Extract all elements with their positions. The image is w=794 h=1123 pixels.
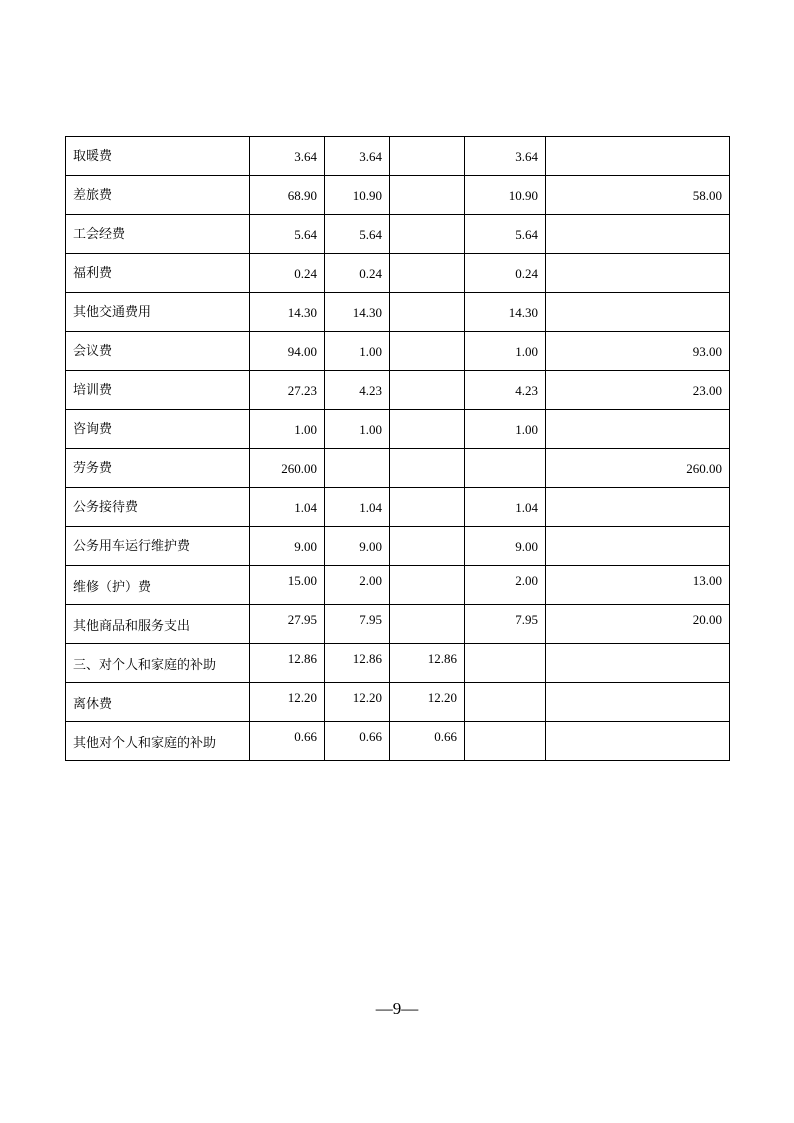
cell-project	[546, 254, 730, 293]
cell-personnel	[390, 332, 465, 371]
row-label: 公务接待费	[66, 488, 250, 527]
cell-public	[465, 683, 546, 722]
expenditure-table-body	[66, 137, 730, 761]
row-label: 工会经费	[66, 215, 250, 254]
cell-total: 260.00	[250, 449, 325, 488]
row-label: 咨询费	[66, 410, 250, 449]
table-row	[66, 137, 730, 176]
table-row	[66, 449, 730, 488]
cell-personnel: 12.86	[390, 644, 465, 683]
cell-public: 3.64	[465, 137, 546, 176]
cell-project	[546, 527, 730, 566]
page-number: —9—	[375, 999, 419, 1018]
cell-personnel	[390, 566, 465, 605]
cell-basic: 9.00	[325, 527, 390, 566]
cell-project: 260.00	[546, 449, 730, 488]
row-label: 培训费	[66, 371, 250, 410]
cell-total: 15.00	[250, 566, 325, 605]
cell-public: 7.95	[465, 605, 546, 644]
cell-total: 12.20	[250, 683, 325, 722]
cell-personnel	[390, 488, 465, 527]
cell-project: 13.00	[546, 566, 730, 605]
row-label: 公务用车运行维护费	[66, 527, 250, 566]
cell-basic: 4.23	[325, 371, 390, 410]
cell-total: 0.66	[250, 722, 325, 761]
cell-total: 14.30	[250, 293, 325, 332]
cell-basic: 14.30	[325, 293, 390, 332]
cell-basic: 2.00	[325, 566, 390, 605]
row-label: 三、对个人和家庭的补助	[66, 644, 250, 683]
cell-project	[546, 488, 730, 527]
cell-public: 4.23	[465, 371, 546, 410]
cell-personnel	[390, 410, 465, 449]
row-label: 其他商品和服务支出	[66, 605, 250, 644]
cell-basic: 0.24	[325, 254, 390, 293]
cell-total: 3.64	[250, 137, 325, 176]
cell-project	[546, 215, 730, 254]
table-row	[66, 254, 730, 293]
row-label: 取暖费	[66, 137, 250, 176]
cell-total: 0.24	[250, 254, 325, 293]
cell-personnel	[390, 215, 465, 254]
cell-project	[546, 137, 730, 176]
cell-basic: 5.64	[325, 215, 390, 254]
cell-project	[546, 644, 730, 683]
cell-basic: 1.00	[325, 410, 390, 449]
cell-total: 27.23	[250, 371, 325, 410]
cell-basic: 12.20	[325, 683, 390, 722]
cell-public: 0.24	[465, 254, 546, 293]
table-row	[66, 410, 730, 449]
cell-total: 5.64	[250, 215, 325, 254]
cell-basic: 1.04	[325, 488, 390, 527]
cell-basic: 12.86	[325, 644, 390, 683]
cell-project: 23.00	[546, 371, 730, 410]
cell-personnel	[390, 371, 465, 410]
expenditure-table	[65, 136, 730, 761]
cell-public	[465, 449, 546, 488]
cell-project: 93.00	[546, 332, 730, 371]
table-row	[66, 644, 730, 683]
cell-basic: 10.90	[325, 176, 390, 215]
cell-total: 1.04	[250, 488, 325, 527]
cell-personnel	[390, 449, 465, 488]
cell-basic: 1.00	[325, 332, 390, 371]
cell-total: 1.00	[250, 410, 325, 449]
cell-public: 5.64	[465, 215, 546, 254]
row-label: 其他交通费用	[66, 293, 250, 332]
table-row	[66, 332, 730, 371]
cell-basic: 0.66	[325, 722, 390, 761]
cell-public: 10.90	[465, 176, 546, 215]
cell-basic: 7.95	[325, 605, 390, 644]
cell-total: 12.86	[250, 644, 325, 683]
cell-personnel: 0.66	[390, 722, 465, 761]
table-row	[66, 722, 730, 761]
cell-personnel	[390, 137, 465, 176]
table-row	[66, 371, 730, 410]
cell-personnel: 12.20	[390, 683, 465, 722]
cell-personnel	[390, 254, 465, 293]
cell-project	[546, 722, 730, 761]
cell-public	[465, 644, 546, 683]
cell-public: 2.00	[465, 566, 546, 605]
cell-project: 58.00	[546, 176, 730, 215]
cell-personnel	[390, 176, 465, 215]
cell-public: 1.00	[465, 332, 546, 371]
cell-total: 94.00	[250, 332, 325, 371]
cell-personnel	[390, 527, 465, 566]
cell-public	[465, 722, 546, 761]
table-row	[66, 215, 730, 254]
cell-personnel	[390, 605, 465, 644]
row-label: 劳务费	[66, 449, 250, 488]
cell-total: 27.95	[250, 605, 325, 644]
row-label: 福利费	[66, 254, 250, 293]
table-row	[66, 605, 730, 644]
row-label: 会议费	[66, 332, 250, 371]
table-row	[66, 176, 730, 215]
cell-personnel	[390, 293, 465, 332]
cell-public: 14.30	[465, 293, 546, 332]
cell-basic	[325, 449, 390, 488]
table-row	[66, 527, 730, 566]
row-label: 维修（护）费	[66, 566, 250, 605]
cell-public: 9.00	[465, 527, 546, 566]
cell-total: 9.00	[250, 527, 325, 566]
cell-total: 68.90	[250, 176, 325, 215]
row-label: 差旅费	[66, 176, 250, 215]
cell-project	[546, 293, 730, 332]
table-row	[66, 566, 730, 605]
table-row	[66, 293, 730, 332]
row-label: 其他对个人和家庭的补助	[66, 722, 250, 761]
cell-public: 1.00	[465, 410, 546, 449]
cell-project	[546, 683, 730, 722]
cell-basic: 3.64	[325, 137, 390, 176]
cell-public: 1.04	[465, 488, 546, 527]
cell-project	[546, 410, 730, 449]
table-row	[66, 683, 730, 722]
table-row	[66, 488, 730, 527]
cell-project: 20.00	[546, 605, 730, 644]
row-label: 离休费	[66, 683, 250, 722]
